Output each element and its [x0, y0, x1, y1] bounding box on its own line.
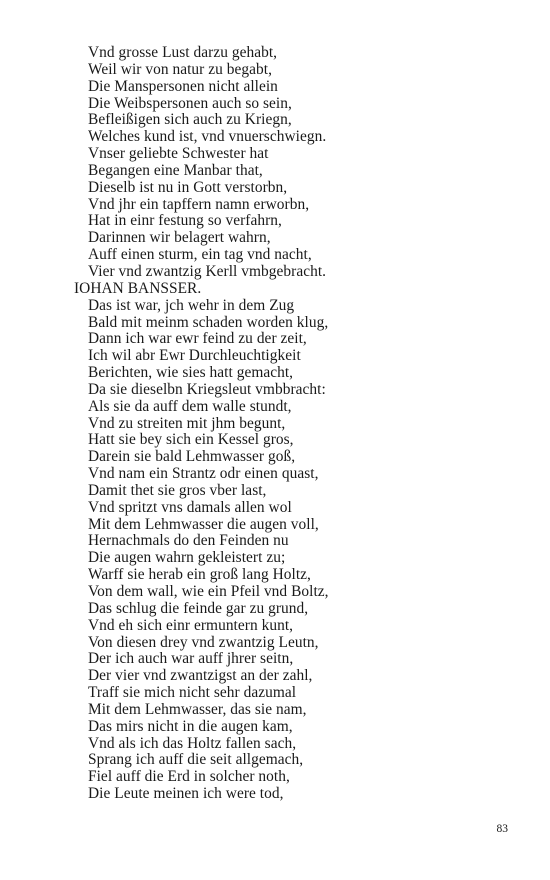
verse-line: Die Leute meinen ich were tod, — [88, 785, 284, 803]
verse-line: Vnd jhr ein tapffern namn erworbn, — [88, 195, 310, 213]
verse-line: Der vier vnd zwantzigst an der zahl, — [88, 667, 313, 685]
verse-line: Bald mit meinm schaden worden klug, — [88, 313, 329, 331]
verse-line: Dann ich war ewr feind zu der zeit, — [88, 330, 307, 348]
verse-line: Warff sie herab ein groß lang Holtz, — [88, 566, 311, 584]
verse-line: Der ich auch war auff jhrer seitn, — [88, 650, 294, 668]
verse-line: Von diesen drey vnd zwantzig Leutn, — [88, 633, 319, 651]
verse-line: Begangen eine Manbar that, — [88, 161, 263, 179]
verse-text-block — [74, 45, 514, 803]
verse-line: Berichten, wie sies hatt gemacht, — [88, 364, 294, 382]
verse-line: Die augen wahrn gekleistert zu; — [88, 549, 286, 567]
verse-line: Das mirs nicht in die augen kam, — [88, 717, 293, 735]
verse-line: Das schlug die feinde gar zu grund, — [88, 599, 309, 617]
verse-line: Dieselb ist nu in Gott verstorbn, — [88, 178, 288, 196]
verse-line: Ich wil abr Ewr Durchleuchtigkeit — [88, 347, 301, 365]
verse-line: Das ist war, jch wehr in dem Zug — [88, 296, 295, 314]
verse-line: Vnser geliebte Schwester hat — [88, 145, 269, 163]
verse-line: Die Weibspersonen auch so sein, — [88, 94, 292, 112]
verse-line: Vnd nam ein Strantz odr einen quast, — [88, 465, 319, 483]
verse-line: Sprang ich auff die seit allgemach, — [88, 751, 304, 769]
verse-line: Hernachmals do den Feinden nu — [88, 532, 289, 550]
verse-line: Hat in einr festung so verfahrn, — [88, 212, 282, 230]
verse-line: Mit dem Lehmwasser, das sie nam, — [88, 700, 307, 718]
verse-line: Vnd eh sich einr ermuntern kunt, — [88, 616, 294, 634]
verse-line: Mit dem Lehmwasser die augen voll, — [88, 515, 319, 533]
verse-line: Damit thet sie gros vber last, — [88, 481, 267, 499]
verse-line: Befleißigen sich auch zu Kriegn, — [88, 111, 292, 129]
verse-line: Darinnen wir belagert wahrn, — [88, 229, 271, 247]
verse-line: Von dem wall, wie ein Pfeil vnd Boltz, — [88, 583, 329, 600]
verse-line: Vier vnd zwantzig Kerll vmbgebracht. — [88, 262, 327, 280]
verse-line: Weil wir von natur zu begabt, — [88, 60, 272, 78]
verse-line: Vnd grosse Lust darzu gehabt, — [88, 44, 278, 61]
verse-line: Welches kund ist, vnd vnuerschwiegn. — [88, 128, 327, 146]
verse-line: Vnd zu streiten mit jhm begunt, — [88, 414, 286, 432]
verse-line: Vnd als ich das Holtz fallen sach, — [88, 734, 297, 752]
verse-line: Vnd spritzt vns damals allen wol — [88, 498, 292, 516]
verse-line: Hatt sie bey sich ein Kessel gros, — [88, 431, 294, 449]
verse-line: Da sie dieselbn Kriegsleut vmbbracht: — [88, 380, 326, 398]
verse-line: Traff sie mich nicht sehr dazumal — [88, 684, 297, 702]
verse-line: Auff einen sturm, ein tag vnd nacht, — [88, 246, 312, 264]
verse-line: Darein sie bald Lehmwasser goß, — [88, 448, 296, 466]
verse-line: Fiel auff die Erd in solcher noth, — [88, 768, 290, 786]
verse-line: Die Manspersonen nicht allein — [88, 77, 278, 95]
page-number: 83 — [496, 823, 508, 835]
verse-line: Als sie da auff dem walle stundt, — [88, 397, 292, 415]
speaker-heading: IOHAN BANSSER. — [74, 279, 202, 297]
